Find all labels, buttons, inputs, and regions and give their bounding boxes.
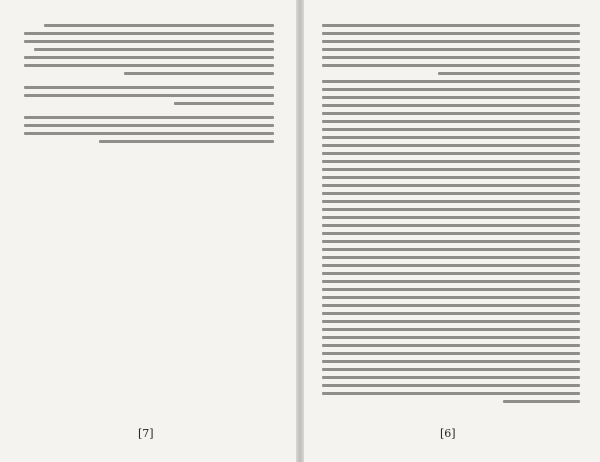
- text-line: [322, 80, 580, 83]
- text-line: [322, 192, 580, 195]
- text-line: [322, 376, 580, 379]
- text-line: [322, 288, 580, 291]
- text-line: [322, 224, 580, 227]
- text-line: [322, 160, 580, 163]
- text-line: [44, 24, 274, 27]
- text-line: [24, 56, 274, 59]
- text-line: [322, 232, 580, 235]
- text-line: [322, 136, 580, 139]
- text-line: [24, 116, 274, 119]
- text-line: [322, 328, 580, 331]
- text-line: [24, 94, 274, 97]
- text-line: [322, 56, 580, 59]
- text-line: [322, 128, 580, 131]
- text-line: [24, 64, 274, 67]
- text-line: [322, 168, 580, 171]
- text-line: [24, 40, 274, 43]
- text-line: [322, 344, 580, 347]
- text-line: [322, 112, 580, 115]
- text-line: [322, 280, 580, 283]
- text-line: [322, 88, 580, 91]
- text-line: [322, 320, 580, 323]
- text-line: [322, 304, 580, 307]
- text-line: [322, 176, 580, 179]
- text-line: [322, 368, 580, 371]
- text-line: [322, 144, 580, 147]
- text-line: [322, 360, 580, 363]
- text-line: [322, 104, 580, 107]
- text-line: [322, 256, 580, 259]
- text-line: [322, 296, 580, 299]
- text-line: [322, 64, 580, 67]
- text-line: [438, 72, 580, 75]
- text-line: [24, 32, 274, 35]
- page-right: [304, 0, 600, 462]
- text-line: [24, 124, 274, 127]
- text-line: [322, 264, 580, 267]
- text-line: [322, 96, 580, 99]
- text-line: [322, 208, 580, 211]
- text-line: [322, 48, 580, 51]
- text-line: [322, 184, 580, 187]
- text-line: [124, 72, 274, 75]
- text-line: [322, 200, 580, 203]
- text-line: [322, 32, 580, 35]
- page-number-left: [7]: [138, 427, 154, 440]
- text-line: [24, 86, 274, 89]
- text-line: [322, 272, 580, 275]
- text-line: [322, 120, 580, 123]
- text-line: [322, 336, 580, 339]
- text-line: [322, 312, 580, 315]
- text-line: [503, 400, 580, 403]
- text-line: [99, 140, 274, 143]
- text-line: [322, 392, 580, 395]
- book-gutter: [296, 0, 304, 462]
- text-line: [24, 132, 274, 135]
- text-line: [174, 102, 274, 105]
- text-line: [34, 48, 274, 51]
- text-block-left: [24, 24, 274, 148]
- text-line: [322, 240, 580, 243]
- text-line: [322, 384, 580, 387]
- page-left: [0, 0, 296, 462]
- text-block-right: [322, 24, 580, 408]
- text-line: [322, 40, 580, 43]
- text-line: [322, 216, 580, 219]
- text-line: [322, 248, 580, 251]
- text-line: [322, 352, 580, 355]
- page-number-right: [6]: [440, 427, 456, 440]
- text-line: [322, 152, 580, 155]
- text-line: [322, 24, 580, 27]
